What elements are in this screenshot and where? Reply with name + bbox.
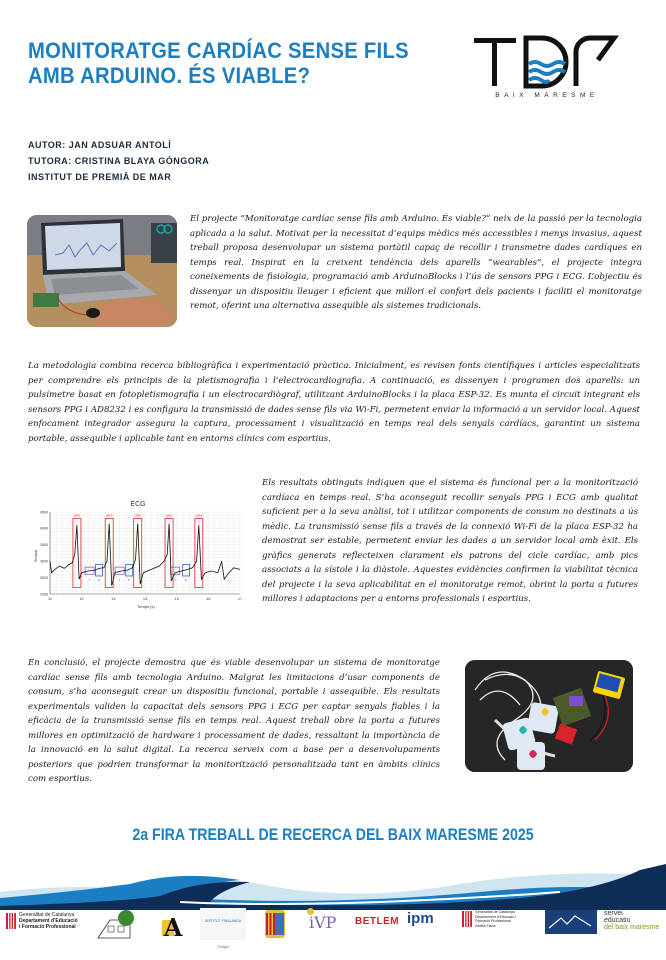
institution-line: INSTITUT DE PREMIÀ DE MAR: [28, 172, 172, 183]
y-tick-label: 4000: [40, 526, 48, 531]
laptop-pulse-sensor-photo: [27, 215, 177, 327]
senyera-icon: [462, 911, 472, 927]
conclusion-paragraph: En conclusió, el projecte demostra que és viable desenvolupar un sistema de monitoratge cardíac sense fils amb tecnologia Arduino. Malgrat les limitacions d’usar components de consum, s’ha aconseguit crear un dispositiu funcional, portable i assequible. Els resultats experimentals validen la capacitat dels sensors PPG i ECG per captar senyals fiables i la eficàcia de la transmissió sense fils en temps real. Aquest treball obre la porta a futures millores en optimització de hardware i processament de dades, ressaltant la importància de la innovació en la salut digital. La recerca serveix com a base per a desenvolupaments posteriors que podrien transformar la monitorització personalitzada tant en àmbits clínics com esportius.: [28, 658, 440, 784]
logo-institut-finalansa: INSTITUT FINALANSA Portgol: [200, 908, 246, 940]
y-tick-label: 3500: [40, 543, 48, 548]
x-axis-label: Temps (s): [137, 604, 155, 609]
t-wave-label: T: [174, 577, 177, 582]
chart-title: ECG: [130, 501, 146, 508]
logo-municipal-shield: [263, 908, 287, 940]
p-wave-label: P: [98, 577, 101, 582]
x-tick-label: 11: [48, 597, 52, 601]
x-tick-label: 14: [142, 597, 148, 601]
tiana-line-1: Generalitat de Catalunya: [475, 910, 515, 914]
servei-line-3: del baix maresme: [604, 924, 660, 931]
logo-generalitat-tiana: [462, 908, 532, 940]
qrs-label: QRS: [134, 513, 141, 518]
x-tick-label: 17: [237, 597, 243, 601]
t-wave-label: T: [88, 577, 91, 582]
servei-line-1: servei: [604, 910, 623, 917]
x-tick-label: 12: [79, 597, 84, 601]
tiana-line-4: Institut Tiana: [475, 923, 496, 928]
ecg-chart-svg: [28, 494, 248, 612]
x-tick-label: 15: [174, 597, 179, 601]
qrs-label: QRS: [105, 513, 113, 518]
t-wave-label: T: [118, 577, 121, 582]
y-tick-label: 4500: [40, 510, 48, 515]
y-axis-label: Senyal: [33, 549, 38, 563]
event-title: 2a FIRA TREBALL DE RECERCA DEL BAIX MARESME 2025: [132, 826, 534, 844]
generalitat-line-2: Departament d’Educació: [19, 918, 78, 924]
tiana-line-3: Formació Professional: [475, 919, 511, 924]
x-tick-label: 16: [206, 597, 211, 601]
x-tick-label: 13: [111, 597, 116, 601]
author-line: AUTOR: JAN ADSUAR ANTOLÍ: [28, 140, 172, 151]
logo-generalitat-educacio: [6, 908, 106, 940]
title-line-2: AMB ARDUINO. ÉS VIABLE?: [28, 63, 311, 88]
footer-waves-decoration: [0, 862, 666, 910]
introduction-paragraph: El projecte “Monitoratge cardíac sense fils amb Arduino. És viable?” neix de la passió per la tecnologia aplicada a la salut. Motivat per la necessitat d’equips mèdics més accessibles i menys invasius, aquest treball proposa desenvolupar un sistema portàtil capaç de recollir i transmetre dades cardíques en temps real. Inspirat en la creixent tendència dels aparells “wearables”, el projecte integra coneixements de fisiologia, programació amb ArduinoBlocks i l’ús de sensors PPG i ECG. L’objectiu és dissenyar un dispositiu lleuger i eficient que millori el confort dels pacients i faciliti el monitoratge remot, oferint una alternativa assequible als sistemes tradicionals.: [190, 214, 642, 311]
title-line-1: MONITORATGE CARDÍAC SENSE FILS: [28, 38, 409, 63]
servei-line-2: educatiu: [604, 917, 631, 924]
logo-mountains: [545, 910, 597, 942]
tiana-line-2: Departament d’Educació i: [475, 914, 517, 919]
chart-grid: [50, 512, 240, 594]
generalitat-line-3: i Formació Professional: [19, 924, 76, 930]
sponsor-logos: [0, 908, 666, 949]
logo-ipm: ipm: [407, 910, 434, 927]
y-tick-label: 3000: [40, 559, 48, 564]
generalitat-line-1: Generalitat de Catalunya: [19, 912, 75, 918]
ivp-text: iVP: [309, 913, 337, 932]
y-tick-label: 2500: [40, 575, 48, 580]
qrs-label: QRS: [165, 513, 173, 518]
svg-text:A: A: [163, 913, 183, 940]
poster-title: [28, 38, 409, 88]
p-wave-label: P: [185, 577, 188, 582]
logo-betlem: BETLEM: [355, 916, 400, 927]
tdr-logo-subtitle: BAIX MARESME: [495, 92, 599, 99]
logo-servei-educatiu: [604, 910, 659, 942]
logo-institut-a: [160, 908, 186, 940]
qrs-label: QRS: [195, 513, 203, 518]
y-tick-label: 2000: [40, 592, 48, 597]
results-paragraph: Els resultats obtinguts indiquen que el sistema és funcional per a la monitorització cardíaca en temps real. S’ha aconseguit recollir senyals PPG i ECG amb qualitat suficient per a la seva anàlisi, tot i utilitzar components de consum no destinats a ús mèdic. La transmissió sense fils a través de la connexió Wi-Fi de la placa ESP-32 ha demostrat ser estable, permetent enviar les dades a un servidor local amb èxit. Els gràfics generats reflecteixen clarament els patrons del cicle cardíac, amb pics associats a la sístole i la diàstole. Aquestes evidències confirmen la viabilitat tècnica del projecte i la seva aplicabilitat en el monitoratge remot, obrint la porta a futures millores i adaptacions per a entorns professionals i esportius.: [262, 478, 638, 604]
methodology-paragraph: La metodologia combina recerca bibliogràfica i experimentació pràctica. Inicialment, es revisen fonts científiques i articles especialitzats per comprendre els principis de la pletismografia i l’electrocardiografia. A continuació, es dissenyen i programen dos aparells: un pulsímetre basat en fotopletismografia i un electrocardiògraf, utilitzant ArduinoBlocks i la placa ESP-32. Es munta el circuit integrant els sensors PPG i AD8232 i es configura la transmissió de dades sense fils via Wi-Fi, permetent enviar la informació a un servidor local. Aquest enfocament integrador assegura la captura, processament i visualització en temps real dels senyals cardíacs, garantint un sistema portable, assequible i aplicable tant en entorns clínics com esportius.: [28, 361, 640, 444]
tutor-line: TUTORA: CRISTINA BLAYA GÓNGORA: [28, 156, 210, 167]
logo-ivp: [305, 908, 345, 940]
authors-block: [28, 138, 209, 186]
qrs-label: QRS: [73, 513, 81, 518]
ecg-chart: [28, 494, 248, 612]
logo-school-building: [96, 908, 140, 940]
p-wave-label: P: [128, 577, 131, 582]
senyera-icon: [6, 913, 16, 929]
ecg-device-photo: [465, 660, 633, 772]
